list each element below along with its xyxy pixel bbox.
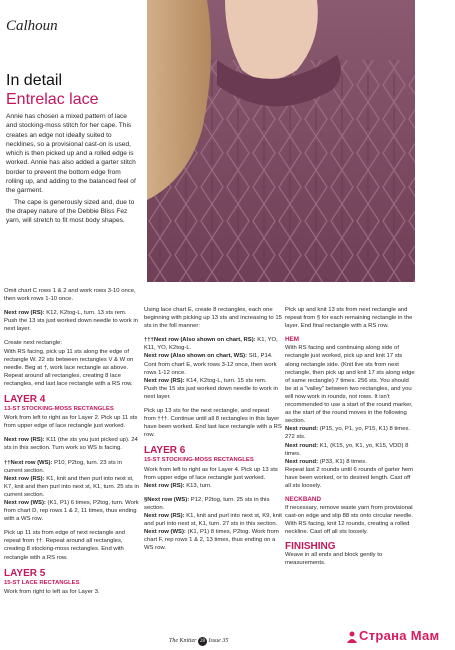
paragraph: Next row (RS): K12, K2tog-L, turn. 13 sts rem. Push the 13 sts just worked down needle to work in next layer. [4, 310, 138, 333]
paragraph: With RS facing, pick up 11 sts along the edge of rectangle W. 22 sts between rectangles V & W on needle. Beg at †, work lace rectangle as above. Repeat around all rectangles, creating 8 lace rectangles, end last lace rectangle with a RS row. [4, 348, 134, 387]
intro-text [6, 112, 138, 228]
knit-cape-image [147, 0, 415, 282]
page-number: 28 [200, 639, 206, 644]
paragraph: Next row (WS): (K1, P1) 6 times, P2tog, turn. Work from chart D, rep rows 1 & 2, 11 times, thus ending with a WS row. [4, 499, 139, 523]
issue-label: Issue 35 [208, 638, 229, 644]
paragraph: Work from left to right as for Layer 2. Pick up 11 sts from upper edge of lace rectangle just worked. [4, 415, 138, 430]
section-subheading: Entrelac lace [6, 91, 99, 108]
paragraph: With RS facing and continuing along side of rectangle just worked, pick up and knit 17 sts along rectangle side. (Knit live sts from next rectangle, then pick up and knit 17 sts along edge of same rectangle) 7 times. 256 sts. You should be at a "valley" between two rectangles, and you will now work in rounds, not rows. It isn't recommended to use a start of the round marker, as the start of the round moves in the following section. [285, 345, 415, 425]
paragraph: Work from right to left as for Layer 3. [4, 588, 100, 595]
paragraph: §Next row (WS): P12, P2tog, turn. 25 sts in this section. [144, 496, 270, 511]
paragraph: Pick up 11 sts from edge of next rectangle and repeat from ††. Repeat around all rectangles, creating 8 stocking-moss rectangles. End with rectangle with a RS row. [4, 530, 126, 561]
paragraph: Next row (RS): K13, turn. [144, 482, 212, 489]
paragraph: Next row (RS): K11 (the sts you just picked up). 24 sts in this section. Turn work so WS is facing. [4, 437, 138, 452]
paragraph: Next round: (P15, yo, P1, yo, P15, K1) 8 times. 272 sts. [285, 426, 411, 441]
paragraph: Weave in all ends and block gently to measurements. [285, 551, 383, 566]
page-footer [169, 637, 228, 646]
layer-5-heading: LAYER 5 [4, 567, 46, 579]
column-3 [285, 306, 416, 573]
pattern-title: Calhoun [6, 18, 58, 34]
paragraph: Pick up 13 sts for the next rectangle, and repeat from †††. Continue until all 8 rectangles in this layer have been worked. End last lace rectangle with a RS row. [144, 408, 282, 439]
paragraph: Next row (RS): K1, knit and then purl into next st, K7, knit and then purl into next st, K1, turn. 25 sts in current section. [4, 475, 139, 498]
column-2 [144, 306, 282, 558]
paragraph: Next row (Also shown on chart, WS): Sl1, P14. [144, 353, 273, 360]
hem-heading: HEM [285, 336, 299, 344]
watermark-logo-icon [345, 630, 359, 644]
paragraph: Cont from chart E, work rows 3-12 once, then work rows 1-12 once. [144, 361, 277, 376]
cape-photo [147, 0, 415, 282]
paragraph: If necessary, remove waste yarn from provisional cast-on edge and slip 88 sts onto circular needle. With RS facing, knit 12 rounds, creating a rolled neckline. Cast off all sts loosely. [285, 505, 414, 536]
paragraph: Next round: (P33, K1) 8 times. [285, 458, 367, 465]
paragraph: Next row (WS): (K1, P1) 8 times, P2tog. Work from chart F, rep rows 1 & 2, 13 times, thus ending on a WS row. [144, 529, 279, 552]
intro-paragraph-2: The cape is generously sized and, due to the drapey nature of the Debbie Bliss Fez yarn, will stretch to fit most body shapes. [6, 198, 135, 225]
paragraph: Repeat last 2 rounds until 6 rounds of garter hem have been worked, or to desired length. Cast off all sts loosely. [285, 466, 414, 489]
layer-4-heading: LAYER 4 [4, 394, 46, 406]
neckband-heading: NECKBAND [285, 496, 322, 504]
paragraph: Pick up and knit 13 sts from next rectangle and repeat from § for each remaining rectangle in the layer. End final rectangle with a RS row. [285, 307, 413, 330]
intro-paragraph-1: Annie has chosen a mixed pattern of lace and stocking-moss stitch for her cape. This creates an edge not ideally suited to necklines, so a provisional cast-on is used, which is then picked up and a rolled edge is worked. Annie has also added a garter stitch border to prevent the bottom edge from rolling up, and adding to the balanced feel of the garment. [6, 113, 136, 195]
layer-6-subheading: 15-ST STOCKING-MOSS RECTANGLES [144, 457, 254, 464]
paragraph: Create next rectangle: [4, 340, 62, 347]
paragraph: ††Next row (WS): P10, P2tog, turn. 23 sts in current section. [4, 459, 122, 474]
finishing-heading: FINISHING [285, 540, 336, 552]
paragraph: Push the 15 sts just worked down needle to work in next layer. [144, 385, 278, 400]
layer-4-subheading: 13-ST STOCKING-MOSS RECTANGLES [4, 406, 114, 413]
site-watermark: Страна Мам [359, 628, 440, 643]
paragraph: Omit chart C rows 1 & 2 and work rows 3-10 once, then work rows 1-10 once. [4, 288, 136, 303]
layer-6-heading: LAYER 6 [144, 445, 186, 457]
section-heading: In detail [6, 72, 63, 89]
paragraph: Work from left to right as for Layer 4. Pick up 13 sts from upper edge of lace rectangle just worked. [144, 466, 278, 481]
paragraph: Next row (RS): K1, knit and purl into next st, K9, knit and purl into next st, K1, turn. 27 sts in this section. [144, 512, 282, 528]
layer-5-subheading: 15-ST LACE RECTANGLES [4, 579, 80, 586]
paragraph: Next row (RS): K14, K2tog-L, turn. 15 sts rem. [144, 377, 267, 384]
magazine-name: The Knitter [169, 638, 197, 644]
column-1 [4, 287, 141, 602]
paragraph: Using lace chart E, create 8 rectangles, each one beginning with picking up 13 sts and increasing to 15 sts in the foll manner: [144, 307, 282, 330]
paragraph: Next round: K1, (K15, yo, K1, yo, K15, VDD) 8 times. [285, 442, 409, 457]
paragraph: †††Next row (Also shown on chart, RS): K1, YO, K11, YO, K2tog-L. [144, 337, 278, 352]
